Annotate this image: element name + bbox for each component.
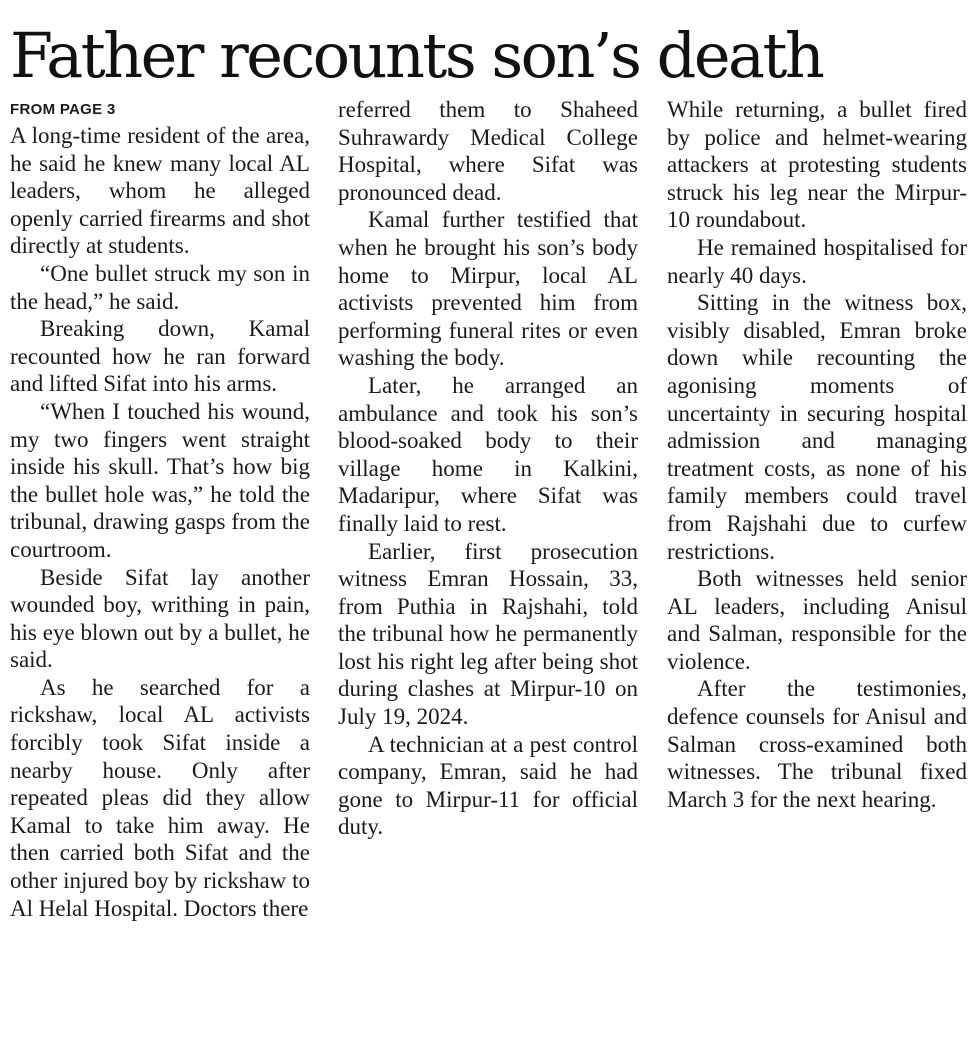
paragraph: A technician at a pest control company, Emran, said he had gone to Mirpur-11 for official duty. bbox=[338, 731, 638, 840]
paragraph: As he searched for a rickshaw, local AL activists forcibly took Sifat inside a nearby house. Only after repeated pleas did they allow Kamal to take him away. He then carried both Sifat and the other injured boy by rickshaw to Al Helal Hospital. Doctors there bbox=[10, 674, 310, 921]
paragraph: After the testimonies, defence counsels for Anisul and Salman cross-examined both witnesses. The tribunal fixed March 3 for the next hearing. bbox=[667, 676, 967, 812]
paragraph: “When I touched his wound, my two fingers went straight inside his skull. That’s how big the bullet hole was,” he told the tribunal, drawing gasps from the courtroom. bbox=[10, 398, 310, 562]
article-column-1 bbox=[10, 96, 310, 922]
paragraph: A long-time resident of the area, he said he knew many local AL leaders, whom he alleged openly carried firearms and shot directly at students. bbox=[10, 123, 310, 259]
paragraph: “One bullet struck my son in the head,” he said. bbox=[10, 260, 310, 314]
headline: Father recounts son’s death bbox=[10, 19, 823, 92]
paragraph: Earlier, first prosecution witness Emran Hossain, 33, from Puthia in Rajshahi, told the tribunal how he permanently lost his right leg after being shot during clashes at Mirpur-10 on July 19, 2024. bbox=[338, 538, 638, 730]
article-column-2 bbox=[338, 96, 638, 841]
paragraph: Sitting in the witness box, visibly disabled, Emran broke down while recounting the agonising moments of uncertainty in securing hospital admission and managing treatment costs, as none of his family members could travel from Rajshahi due to curfew restrictions. bbox=[667, 290, 967, 564]
paragraph: Later, he arranged an ambulance and took his son’s blood-soaked body to their village home in Kalkini, Madaripur, where Sifat was finally laid to rest. bbox=[338, 372, 638, 536]
paragraph: While returning, a bullet fired by police and helmet-wearing attackers at protesting students struck his leg near the Mirpur-10 roundabout. bbox=[667, 97, 967, 233]
paragraph: Breaking down, Kamal recounted how he ran forward and lifted Sifat into his arms. bbox=[10, 316, 310, 397]
kicker: FROM PAGE 3 bbox=[10, 101, 116, 118]
paragraph: He remained hospitalised for nearly 40 days. bbox=[667, 234, 967, 288]
paragraph: referred them to Shaheed Suhrawardy Medical College Hospital, where Sifat was pronounced dead. bbox=[338, 97, 638, 205]
article-column-3 bbox=[667, 96, 967, 813]
paragraph: Both witnesses held senior AL leaders, including Anisul and Salman, responsible for the violence. bbox=[667, 566, 967, 674]
paragraph: Beside Sifat lay another wounded boy, writhing in pain, his eye blown out by a bullet, he said. bbox=[10, 564, 310, 673]
paragraph: Kamal further testified that when he brought his son’s body home to Mirpur, local AL activists prevented him from performing funeral rites or even washing the body. bbox=[338, 207, 638, 371]
